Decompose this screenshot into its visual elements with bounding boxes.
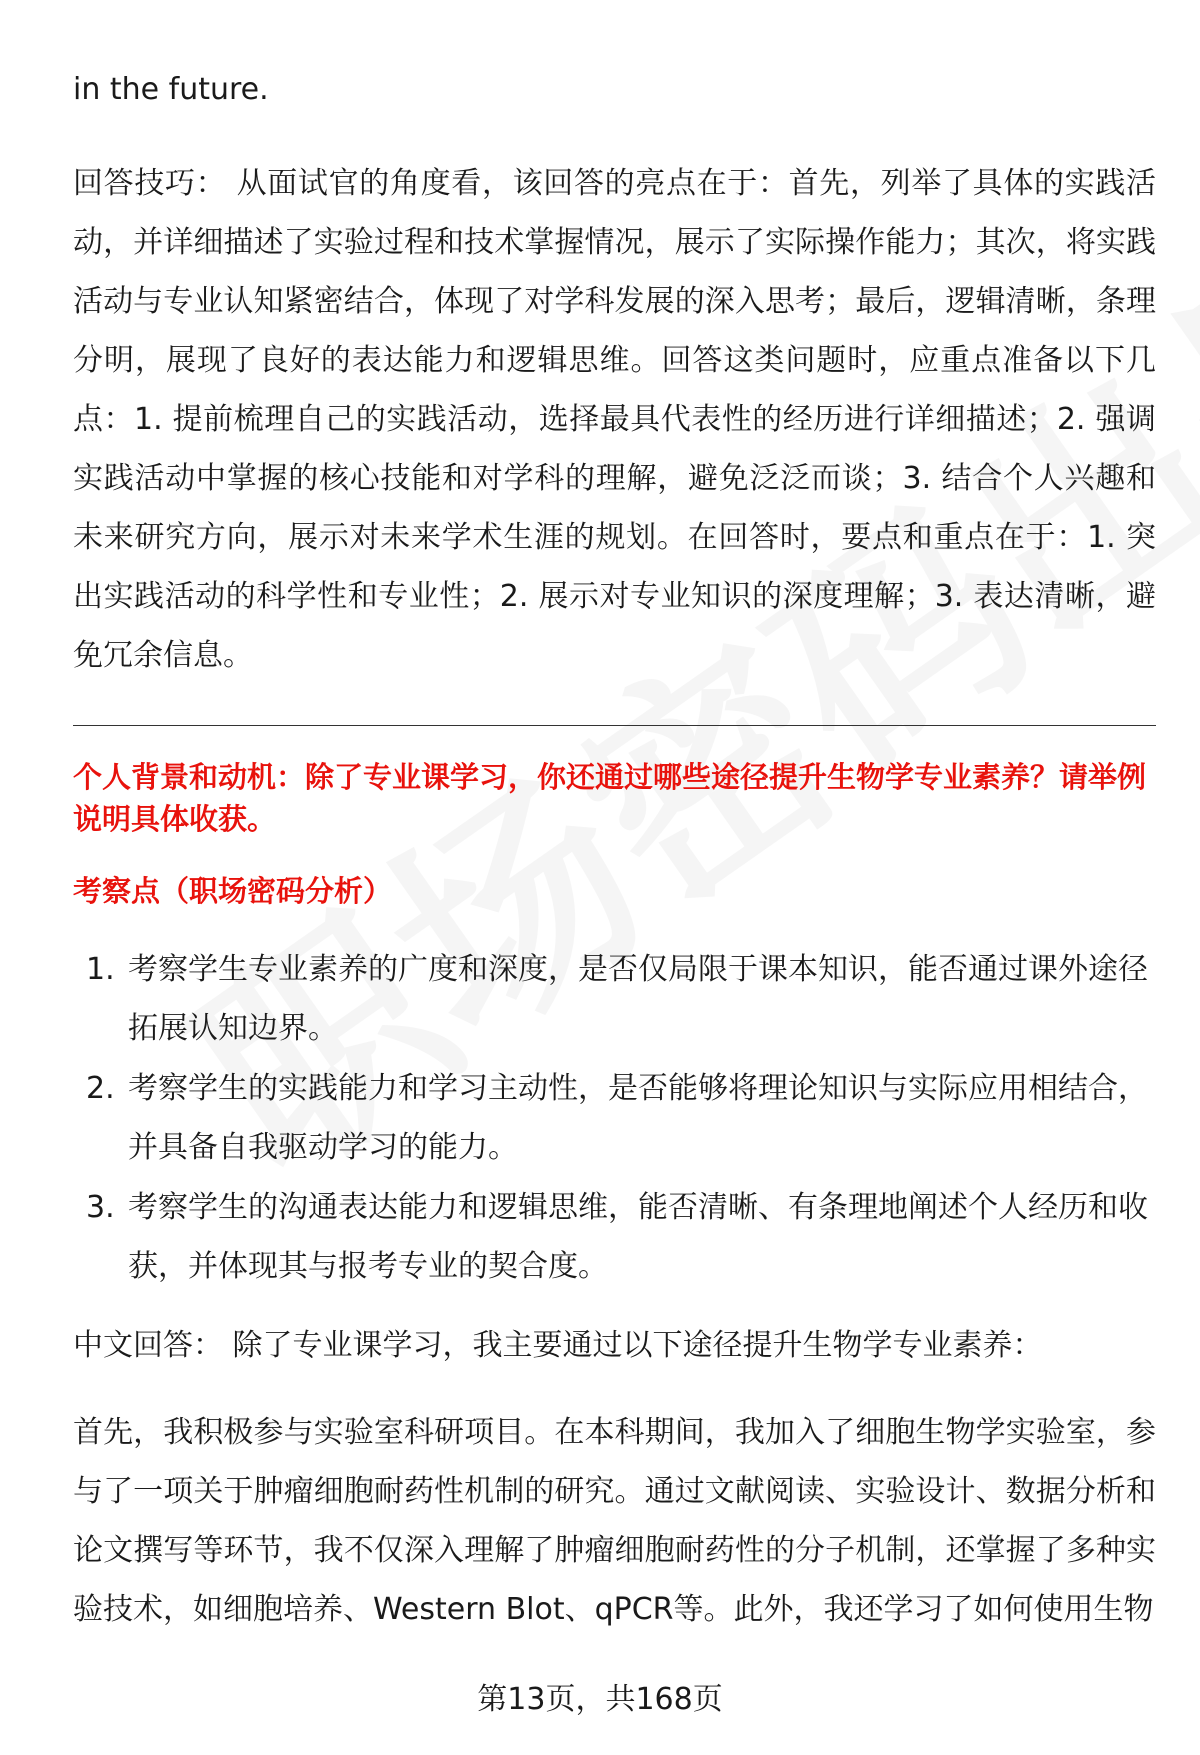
list-item: [73, 1178, 1156, 1296]
list-item-text: 考察学生的沟通表达能力和逻辑思维，能否清晰、有条理地阐述个人经历和收获，并体现其与报考专业的契合度。: [128, 1190, 1148, 1284]
page-footer: 第13页，共168页: [477, 1682, 723, 1717]
section-divider: [73, 725, 1156, 726]
answer-intro-text: 除了专业课学习，我主要通过以下途径提升生物学专业素养：: [232, 1328, 1043, 1363]
list-item-number: 1.: [86, 952, 115, 987]
exam-points-heading: 考察点（职场密码分析）: [73, 874, 393, 908]
list-item: [73, 1059, 1156, 1177]
list-item-number: 2.: [86, 1071, 115, 1106]
list-item-text: 考察学生的实践能力和学习主动性，是否能够将理论知识与实际应用相结合，并具备自我驱动学习的能力。: [128, 1071, 1148, 1165]
continued-text: in the future.: [73, 72, 269, 107]
list-item-number: 3.: [86, 1190, 115, 1225]
document-page: [73, 60, 1156, 1639]
question-heading: 个人背景和动机：除了专业课学习，你还通过哪些途径提升生物学专业素养？请举例说明具体收获。: [73, 760, 1147, 836]
tips-text: 从面试官的角度看，该回答的亮点在于：首先，列举了具体的实践活动，并详细描述了实验过程和技术掌握情况，展示了实际操作能力；其次，将实践活动与专业认知紧密结合，体现了对学科发展的深入思考；最后，逻辑清晰，条理分明，展现了良好的表达能力和逻辑思维。回答这类问题时，应重点准备以下几点：1. 提前梳理自己的实践活动，选择最具代表性的经历进行详细描述；2. 强调实践活动中掌握的核心技能和对学科的理解，避免泛泛而谈；3. 结合个人兴趣和未来研究方向，展示对未来学术生涯的规划。在回答时，要点和重点在于：1. 突出实践活动的科学性和专业性；2. 展示对专业知识的深度理解；3. 表达清晰，避免冗余信息。: [73, 166, 1157, 673]
tips-label: 回答技巧：: [73, 166, 227, 201]
list-item-text: 考察学生专业素养的广度和深度，是否仅局限于课本知识，能否通过课外途径拓展认知边界。: [128, 952, 1148, 1046]
list-item: [73, 940, 1156, 1058]
exam-points-list: [73, 940, 1156, 1296]
answer-label: 中文回答：: [73, 1328, 223, 1363]
answer-tips: [73, 154, 1156, 685]
answer-intro: [73, 1316, 1156, 1375]
answer-paragraph: 首先，我积极参与实验室科研项目。在本科期间，我加入了细胞生物学实验室，参与了一项关于肿瘤细胞耐药性机制的研究。通过文献阅读、实验设计、数据分析和论文撰写等环节，我不仅深入理解了肿瘤细胞耐药性的分子机制，还掌握了多种实验技术，如细胞培养、Western Blot、qPCR等。此外，我还学习了如何使用生物: [73, 1415, 1156, 1627]
